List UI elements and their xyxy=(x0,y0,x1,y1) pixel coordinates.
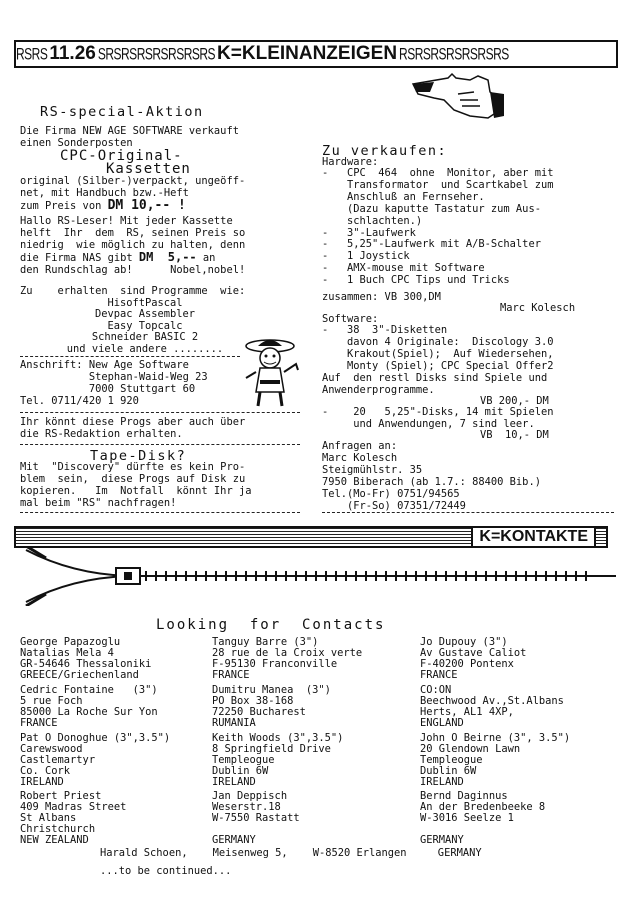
page-header-banner xyxy=(14,40,618,68)
zipper-graphic-icon xyxy=(16,546,616,606)
price-1: DM 10,-- ! xyxy=(107,197,186,213)
tape-disk-heading: Tape-Disk? xyxy=(90,448,187,464)
cowboy-cartoon-icon xyxy=(238,336,302,408)
contact-entry: Robert Priest 409 Madras Street St Albans Christchurch NEW ZEALAND xyxy=(20,790,127,846)
header-strip-right: RSRSRSRSRSRSRS xyxy=(399,44,509,64)
program-item: HisoftPascal xyxy=(107,297,183,309)
contact-entry: CO:ON Beechwood Av.,St.Albans Herts, AL1 4XP, ENGLAND xyxy=(420,684,564,729)
contact-entry-last: Harald Schoen, Meisenweg 5, W-8520 Erlangen GERMANY xyxy=(100,847,482,859)
body-text-2-end: an den Rundschlag ab! Nobel,nobel! xyxy=(20,251,246,276)
kontakte-title: K=KONTAKTE xyxy=(471,526,596,548)
vendor-address: Anschrift: New Age Software Stephan-Waid-Weg 23 7000 Stuttgart 60 Tel. 0711/420 1 920 xyxy=(20,359,208,407)
contact-entry: Bernd Daginnus An der Bredenbeeke 8 W-3016 Seelze 1 GERMANY xyxy=(420,790,546,846)
divider xyxy=(322,512,614,513)
hardware-total: zusammen: VB 300,DM xyxy=(322,291,441,303)
rs-special-intro: Die Firma NEW AGE SOFTWARE verkauft einen Sonderposten xyxy=(20,125,239,149)
contact-entry: Jan Deppisch Weserstr.18 W-7550 Rastatt GERMANY xyxy=(212,790,300,846)
contact-address: Anfragen an: Marc Kolesch Steigmühlstr. 35 7950 Biberach (ab 1.7.: 88400 Bib.) Tel.(Mo-Fr) 0751/94565 (Fr-So) 07351/72449 xyxy=(322,440,541,512)
contacts-heading: Looking for Contacts xyxy=(156,617,386,633)
price-2: DM 5,-- xyxy=(138,249,197,264)
hardware-label: Hardware: xyxy=(322,156,379,168)
rs-special-body-2 xyxy=(20,216,245,277)
contact-entry: George Papazoglu Natalias Mela 4 GR-54646 Thessaloniki GREECE/Griechenland xyxy=(20,636,152,681)
continued-footer: ...to be continued... xyxy=(100,865,232,877)
contact-entry: Dumitru Manea (3") PO Box 38-168 72250 Bucharest RUMANIA xyxy=(212,684,331,729)
divider xyxy=(20,444,300,445)
program-item: Devpac Assembler xyxy=(94,308,196,321)
section-title: K=KLEINANZEIGEN xyxy=(217,43,398,64)
divider xyxy=(20,512,300,513)
divider xyxy=(20,356,240,357)
divider xyxy=(20,412,300,413)
contact-entry: John O Beirne (3", 3.5") 20 Glendown Lawn Templeogue Dublin 6W IRELAND xyxy=(420,732,571,788)
kontakte-banner xyxy=(14,526,608,548)
contact-entry: Pat O Donoghue (3",3.5") Carewswood Castlemartyr Co. Cork IRELAND xyxy=(20,732,171,788)
page-number: 11.26 xyxy=(49,43,96,64)
software-label: Software: xyxy=(322,313,379,325)
software-list-2: - 20 5,25"-Disks, 14 mit Spielen und Anwendungen, 7 sind leer. xyxy=(322,406,554,430)
pointing-hand-icon xyxy=(408,70,508,122)
product-line-1: CPC-Original- xyxy=(60,148,183,164)
program-item: Easy Topcalc xyxy=(107,319,183,332)
hardware-list: - CPC 464 ohne Monitor, aber mit Transformator und Scartkabel zum Anschluß an Fernseher. (Dazu kaputte Tastatur zum Aus- schlachten.) - 3"-Laufwerk - 5,25"-Laufwerk mit A/B-Schalter - 1 Joystick - AMX-mouse mit Software - 1 Buch CPC Tips und Tricks xyxy=(322,167,554,287)
program-item: und viele andere ........ xyxy=(66,342,224,355)
rs-special-heading: RS-special-Aktion xyxy=(40,104,204,120)
rs-special-note: Ihr könnt diese Progs aber auch über die RS-Redaktion erhalten. xyxy=(20,416,246,440)
rs-special-body-1 xyxy=(20,176,245,213)
contact-entry: Cedric Fontaine (3") 5 rue Foch 85000 La Roche Sur Yon FRANCE xyxy=(20,684,158,729)
programs-list xyxy=(20,298,270,355)
software-price-b: VB 10,- DM xyxy=(480,429,549,441)
header-strip-middle: SRSRSRSRSRSRSRS xyxy=(97,44,216,64)
body-text-2: Hallo RS-Leser! Mit jeder Kassette helft Ihr dem RS, seinen Preis so niedrig wie möglich zu halten, denn die Firma NAS gibt xyxy=(20,215,246,264)
seller-name: Marc Kolesch xyxy=(500,302,576,314)
zu-verkaufen-heading: Zu verkaufen: xyxy=(322,143,448,159)
software-list: - 38 3"-Disketten davon 4 Originale: Discology 3.0 Krakout(Spiel); Auf Wiedersehen, Monty (Spiel); CPC Special Offer2 Auf den restl Disks sind Spiele und Anwenderprogramme. xyxy=(322,324,554,396)
contact-entry: Keith Woods (3",3.5") 8 Springfield Drive Templeogue Dublin 6W IRELAND xyxy=(212,732,344,788)
body-text-1: original (Silber-)verpackt, ungeöff- net, mit Handbuch bzw.-Heft zum Preis von xyxy=(20,175,246,212)
header-strip-left: RSRS xyxy=(16,44,48,64)
tape-disk-body: Mit "Discovery" dürfte es kein Pro- blem sein, diese Progs auf Disk zu kopieren. Im Notfall könnt Ihr ja mal beim "RS" nachfragen! xyxy=(20,461,252,509)
program-item: Schneider BASIC 2 xyxy=(91,331,199,344)
software-price-a: VB 200,- DM xyxy=(480,395,549,407)
programs-intro: Zu erhalten sind Programme wie: xyxy=(20,285,246,297)
product-line-2: Kassetten xyxy=(106,161,191,177)
contact-entry: Tanguy Barre (3") 28 rue de la Croix verte F-95130 Franconville FRANCE xyxy=(212,636,363,681)
contact-entry: Jo Dupouy (3") Av Gustave Caliot F-40200 Pontenx FRANCE xyxy=(420,636,527,681)
